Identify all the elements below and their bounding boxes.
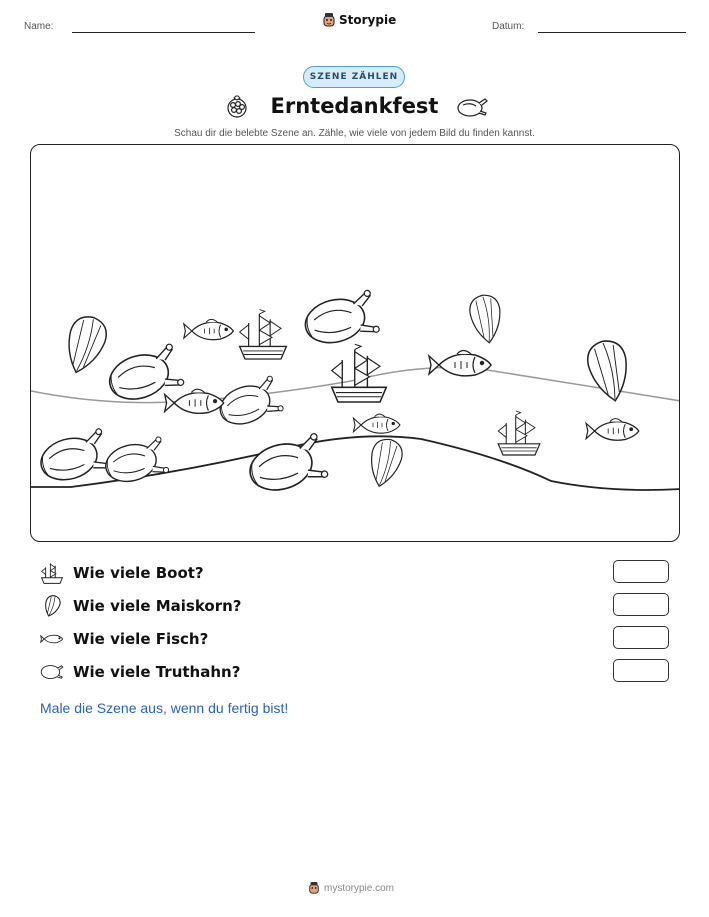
name-label: Name: xyxy=(24,21,54,32)
fish-5 xyxy=(586,419,639,441)
question-row-boat xyxy=(40,559,204,587)
answer-box-boat[interactable] xyxy=(613,560,669,583)
question-row-corn xyxy=(40,592,242,620)
question-row-fish xyxy=(40,625,208,653)
ship-3 xyxy=(498,411,540,455)
question-text: Wie viele Maiskorn? xyxy=(73,597,242,615)
turkey-3 xyxy=(215,376,284,431)
fish-4 xyxy=(354,414,401,433)
ship-2 xyxy=(332,344,387,402)
question-text: Wie viele Truthahn? xyxy=(73,663,241,681)
fish-icon xyxy=(40,627,64,651)
page-title: Erntedankfest xyxy=(270,94,439,118)
fish-3 xyxy=(165,389,224,413)
question-row-turkey xyxy=(40,658,240,686)
turkey-2 xyxy=(301,290,380,349)
fish-2 xyxy=(429,351,491,376)
mascot-icon xyxy=(322,12,336,28)
turkey-5 xyxy=(102,436,169,486)
fish-1 xyxy=(184,319,234,339)
ship-1 xyxy=(240,310,287,360)
turkey-4 xyxy=(36,428,112,486)
corn-kernel-icon xyxy=(40,594,64,618)
footer-brand xyxy=(308,881,394,895)
answer-box-fish[interactable] xyxy=(613,626,669,649)
corn-kernel-2 xyxy=(468,293,504,345)
footer-url[interactable]: mystorypie.com xyxy=(324,882,395,894)
corn-kernel-4 xyxy=(365,436,406,490)
question-text: Wie viele Boot? xyxy=(73,564,204,582)
instructions: Schau dir die belebte Szene an. Zähle, wie viele von jedem Bild du finden kannst. xyxy=(174,128,535,139)
corn-kernel-1 xyxy=(59,312,111,378)
coloring-instruction: Male die Szene aus, wenn du fertig bist! xyxy=(40,700,289,716)
corn-kernel-3 xyxy=(584,337,634,404)
scene-canvas xyxy=(31,145,680,542)
date-line[interactable] xyxy=(538,32,686,33)
ship-icon xyxy=(40,561,64,585)
category-badge: SZENE ZÄHLEN xyxy=(303,66,405,88)
turkey-icon xyxy=(455,93,489,119)
answer-box-corn[interactable] xyxy=(613,593,669,616)
date-label: Datum: xyxy=(492,21,525,32)
counting-scene xyxy=(30,144,680,542)
turkey-icon xyxy=(40,660,64,684)
answer-box-turkey[interactable] xyxy=(613,659,669,682)
brand-name: Storypie xyxy=(339,13,397,27)
question-text: Wie viele Fisch? xyxy=(73,630,209,648)
turkey-1 xyxy=(104,343,185,406)
name-line[interactable] xyxy=(72,32,255,33)
mascot-icon xyxy=(308,881,320,895)
brand-logo xyxy=(322,12,396,28)
